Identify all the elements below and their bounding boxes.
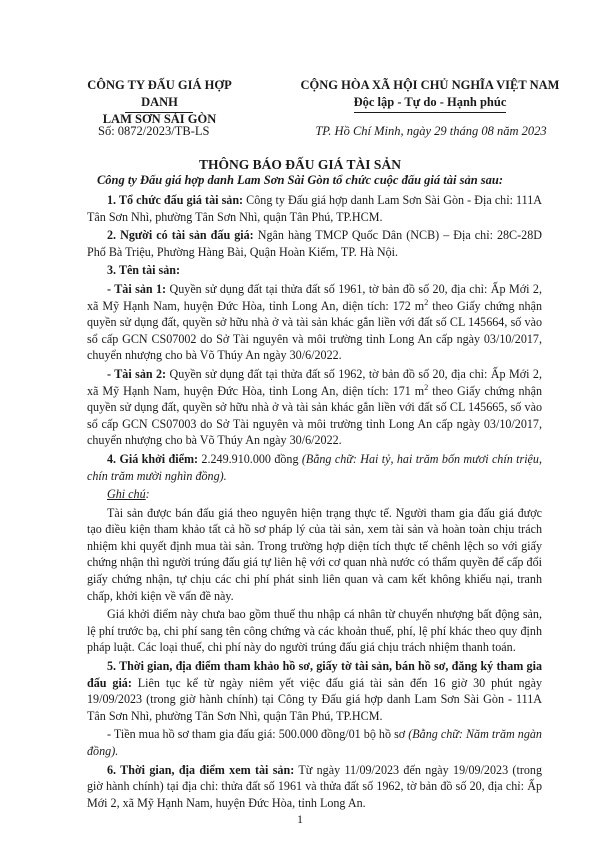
org-underline	[125, 112, 193, 113]
section-3	[87, 262, 542, 279]
section-5-label: 5. Thời gian, địa điểm tham khảo hồ sơ, giấy tờ tài sản, bán hồ sơ, đăng ký tham gia đấu giá:	[87, 659, 542, 690]
national-motto: Độc lập - Tự do - Hạnh phúc	[354, 94, 507, 113]
document-subtitle: Công ty Đấu giá hợp danh Lam Sơn Sài Gòn tổ chức cuộc đấu giá tài sản sau:	[96, 173, 504, 187]
asset-1-text-b: theo Giấy chứng nhận quyền sử dụng đất, quyền sở hữu nhà ở và tài sản khác gắn liền với đất số CL 145664, số vào sổ cấp GCN CS07002 do Sở Tài nguyên và môi trường tỉnh Long An cấp ngày 03/10/2017, chuyển nhượng cho bà Võ Thúy An ngày 30/6/2022.	[87, 298, 542, 363]
section-4	[87, 451, 542, 484]
section-1-text: Công ty Đấu giá hợp danh Lam Sơn Sài Gòn - Địa chỉ: 111A Tân Sơn Nhì, phường Tân Sơn Nhì, quận Tân Phú, TP.HCM.	[87, 193, 543, 224]
note-paragraph-1: Tài sản được bán đấu giá theo nguyên hiện trạng thực tế. Người tham gia đấu giá được tạo điều kiện tham khảo tất cả hồ sơ pháp lý của tài sản, xem tài sản và hoàn toàn chịu trách nhiệm khi quyết định mua tài sản. Trong trường hợp diện tích thực tế chênh lệch so với giấy chứng nhận thì người trúng đấu giá tự liên hệ với cơ quan nhà nước có thẩm quyền để cấp đổi giấy chứng nhận, tự chịu các chi phí phát sinh liên quan và cam kết không khiếu nại, tranh chấp, khởi kiện về vấn đề này.	[87, 505, 542, 603]
nation-name: CỘNG HÒA XÃ HỘI CHỦ NGHĨA VIỆT NAM	[300, 78, 560, 92]
section-5	[87, 658, 542, 724]
asset-2-sup: 2	[424, 382, 429, 392]
asset-1-text-a: Quyền sử dụng đất tại thửa đất số 1961, tờ bản đồ số 20, địa chỉ: Ấp Mới 2, xã Mỹ Hạnh Nam, huyện Đức Hòa, tỉnh Long An, diện tích: 172 m	[87, 281, 542, 313]
asset-2	[87, 366, 542, 449]
section-2-text: Ngân hàng TMCP Quốc Dân (NCB) – Địa chỉ: 28C-28D Phố Bà Triệu, Phường Hàng Bài, Quận Hoàn Kiếm, TP. Hà Nội.	[87, 228, 542, 259]
fee-text: - Tiền mua hồ sơ tham gia đấu giá: 500.000 đồng/01 bộ hồ sơ	[107, 727, 409, 742]
note-paragraph-2: Giá khởi điểm này chưa bao gồm thuế thu nhập cá nhân từ chuyển nhượng bất động sản, lệ phí trước bạ, chi phí sang tên công chứng và các khoản thuế, phí, lệ phí khác theo quy định pháp luật. Các loại thuế, chi phí này do người trúng đấu giá chịu trách nhiệm thanh toán.	[87, 607, 542, 655]
org-name-line2: LAM SƠN SÀI GÒN	[102, 112, 217, 126]
asset-1-sup: 2	[424, 297, 429, 307]
note-colon: :	[145, 487, 150, 502]
section-6-label: 6. Thời gian, địa điểm xem tài sản:	[107, 762, 295, 777]
section-2	[87, 227, 542, 260]
fee-words: (Bằng chữ: Năm trăm ngàn đồng).	[87, 727, 542, 758]
asset-1	[87, 281, 542, 364]
note-label: Ghi chú	[107, 487, 146, 502]
asset-2-label: - Tài sản 2:	[107, 366, 167, 381]
asset-2-text-b: theo Giấy chứng nhận quyền sử dụng đất, quyền sở hữu nhà ở và tài sản khác gắn liền với đất số CL 145665, số vào sổ cấp GCN CS07003 do Sở Tài nguyên và môi trường tỉnh Long An cấp ngày 03/10/2017, chuyển nhượng cho bà Võ Thúy An ngày 30/6/2022.	[87, 383, 542, 448]
org-name-line1: CÔNG TY ĐẤU GIÁ HỢP DANH	[87, 78, 232, 109]
note-heading	[87, 486, 542, 503]
section-6	[87, 762, 542, 812]
section-4-label: 4. Giá khởi điểm:	[107, 451, 199, 466]
section-3-label: 3. Tên tài sản:	[107, 263, 181, 278]
document-body	[87, 192, 542, 813]
starting-price-words: (Bằng chữ: Hai tỷ, hai trăm bốn mươi chín triệu, chín trăm mười nghìn đồng).	[87, 451, 542, 483]
document-title: THÔNG BÁO ĐẤU GIÁ TÀI SẢN	[199, 157, 401, 172]
section-1-label: 1. Tổ chức đấu giá tài sản:	[107, 193, 244, 207]
section-5-text: Liên tục kể từ ngày niêm yết việc đấu giá tài sản đến 16 giờ 30 phút ngày 19/09/2023 (trong giờ hành chính) tại Công ty Đấu giá hợp danh Lam Sơn Sài Gòn - 111A Tân Sơn Nhì, phường Tân Sơn Nhì, quận Tân Phú, TP.HCM.	[87, 675, 542, 723]
org-header	[72, 77, 247, 128]
section-6-text: Từ ngày 11/09/2023 đến ngày 19/09/2023 (trong giờ hành chính) tại địa chỉ: thửa đất số 1961 và thửa đất số 1962, tờ bản đồ số 20, địa chỉ: Ấp Mới 2, xã Mỹ Hạnh Nam, huyện Đức Hòa, tỉnh Long An.	[87, 762, 542, 810]
asset-1-label: - Tài sản 1:	[107, 281, 167, 296]
section-5-fee	[87, 726, 542, 759]
starting-price: 2.249.910.000 đồng	[198, 451, 302, 466]
page-number: 1	[297, 812, 303, 826]
document-date: TP. Hồ Chí Minh, ngày 29 tháng 08 năm 2023	[315, 124, 547, 138]
national-header	[296, 77, 564, 113]
document-number: Số: 0872/2023/TB-LS	[98, 124, 210, 138]
asset-2-text-a: Quyền sử dụng đất tại thửa đất số 1962, tờ bản đồ số 20, địa chỉ: Ấp Mới 2, xã Mỹ Hạnh Nam, huyện Đức Hòa, tỉnh Long An, diện tích: 171 m	[87, 366, 542, 398]
section-1	[87, 192, 542, 225]
section-2-label: 2. Người có tài sản đấu giá:	[107, 228, 254, 243]
